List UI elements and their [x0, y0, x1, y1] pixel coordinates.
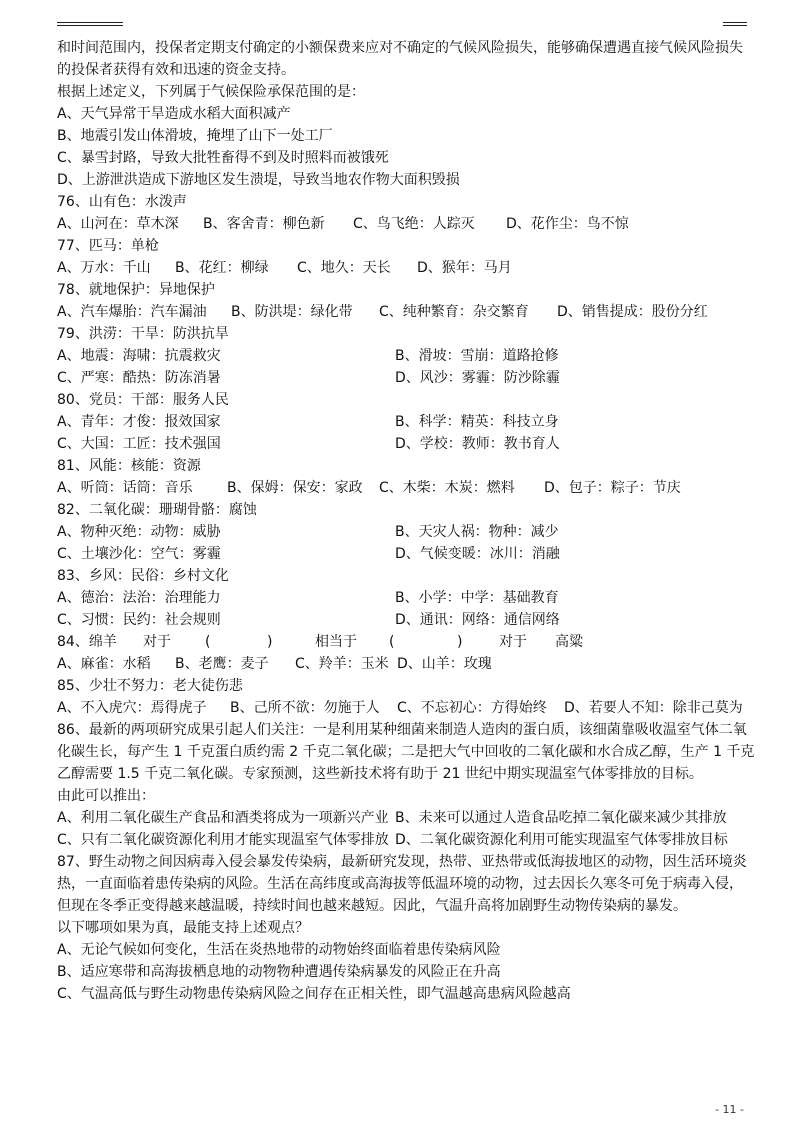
page-number: - 11 -: [715, 1103, 744, 1116]
option-b: B、适应寒带和高海拔栖息地的动物物种遭遇传染病暴发的风险正在升高: [57, 964, 501, 980]
document-body: [57, 37, 755, 1005]
stem-part: 对于: [499, 634, 527, 650]
option-d: D、猴年：马月: [417, 260, 512, 276]
question-84-stem: [57, 631, 750, 653]
question-81-options: [57, 477, 750, 499]
intro-line: 的投保者获得有效和迅速的资金支持。: [57, 62, 295, 78]
header-rule-left: [57, 22, 123, 26]
question-prompt: 根据上述定义，下列属于气候保险承保范围的是：: [57, 84, 365, 100]
stem-part: 相当于: [315, 634, 357, 650]
option-b: B、防洪堤：绿化带: [231, 304, 353, 320]
question-77-stem: 77、匹马：单枪: [57, 238, 159, 254]
question-83-stem: 83、乡风：民俗：乡村文化: [57, 568, 229, 584]
option-d: D、风沙：雾霾：防沙除霾: [395, 370, 560, 386]
option-a: A、地震：海啸：抗震救灾: [57, 348, 221, 364]
question-78-options: [57, 301, 750, 323]
question-86-line: 86、最新的两项研究成果引起人们关注：一是利用某种细菌来制造人造肉的蛋白质，该细菌靠吸收温室气体二氧: [57, 722, 747, 738]
question-82-options-row2: [57, 543, 750, 565]
question-83-options-row1: [57, 587, 750, 609]
option-c: C、气温高低与野生动物患传染病风险之间存在正相关性，即气温越高患病风险越高: [57, 986, 571, 1002]
blank-close: ): [267, 634, 273, 650]
option-a: A、无论气候如何变化，生活在炎热地带的动物始终面临着患传染病风险: [57, 942, 501, 958]
option-a: A、听筒：话筒：音乐: [57, 480, 193, 496]
blank-open: (: [389, 634, 395, 650]
option-a: A、德治：法治：治理能力: [57, 590, 221, 606]
question-82-options-row1: [57, 521, 750, 543]
option-a: A、天气异常干旱造成水稻大面积减产: [57, 106, 291, 122]
question-87-prompt: 以下哪项如果为真，最能支持上述观点？: [57, 920, 309, 936]
option-b: B、己所不欲：勿施于人: [230, 700, 380, 716]
question-80-options-row2: [57, 433, 750, 455]
option-a: A、万水：千山: [57, 260, 151, 276]
question-86-line: 化碳生长，每产生 1 千克蛋白质约需 2 千克二氧化碳；二是把大气中回收的二氧化碳和水合成乙醇，生产 1 千克: [57, 744, 755, 760]
question-85-options: [57, 697, 750, 719]
option-b: B、天灾人祸：物种：减少: [395, 524, 559, 540]
option-b: B、花红：柳绿: [175, 260, 269, 276]
question-84-options: [57, 653, 750, 675]
option-d: D、山羊：玫瑰: [397, 656, 492, 672]
option-a: A、山河在：草木深: [57, 216, 179, 232]
option-b: B、客舍青：柳色新: [203, 216, 325, 232]
option-b: B、未来可以通过人造食品吃掉二氧化碳来减少其排放: [395, 810, 727, 826]
question-79-options-row2: [57, 367, 750, 389]
question-82-stem: 82、二氧化碳：珊瑚骨骼：腐蚀: [57, 502, 257, 518]
option-c: C、羚羊：玉米: [295, 656, 389, 672]
question-87-line: 但现在冬季正变得越来越温暖，持续时间也越来越短。因此，气温升高将加剧野生动物传染病的暴发。: [57, 898, 687, 914]
question-85-stem: 85、少壮不努力：老大徒伤悲: [57, 678, 243, 694]
question-87-line: 热，一直面临着患传染病的风险。生活在高纬度或高海拔等低温环境的动物，过去因长久寒冬可免于病毒入侵，: [57, 876, 743, 892]
option-a: A、利用二氧化碳生产食品和酒类将成为一项新兴产业: [57, 810, 389, 826]
option-a: A、不入虎穴：焉得虎子: [57, 700, 207, 716]
question-81-stem: 81、风能：核能：资源: [57, 458, 201, 474]
option-b: B、老鹰：麦子: [175, 656, 269, 672]
option-d: D、气候变暖：冰川：消融: [395, 546, 560, 562]
question-79-options-row1: [57, 345, 750, 367]
option-a: A、麻雀：水稻: [57, 656, 151, 672]
question-83-options-row2: [57, 609, 750, 631]
option-c: C、鸟飞绝：人踪灭: [353, 216, 475, 232]
option-c: C、习惯：民约：社会规则: [57, 612, 221, 628]
stem-part: 高粱: [555, 634, 583, 650]
question-86-options-row1: [57, 807, 750, 829]
option-b: B、科学：精英：科技立身: [395, 414, 559, 430]
option-c: C、不忘初心：方得始终: [397, 700, 547, 716]
question-76-stem: 76、山有色：水泼声: [57, 194, 187, 210]
option-d: D、若要人不知：除非己莫为: [564, 700, 743, 716]
blank-close: ): [457, 634, 463, 650]
blank-open: (: [205, 634, 211, 650]
question-87-line: 87、野生动物之间因病毒入侵会暴发传染病，最新研究发现，热带、亚热带或低海拔地区的动物，因生活环境炎: [57, 854, 747, 870]
question-80-stem: 80、党员：干部：服务人民: [57, 392, 229, 408]
option-c: C、木柴：木炭：燃料: [379, 480, 515, 496]
stem-part: 84、绵羊: [57, 634, 117, 650]
option-d: D、包子：粽子：节庆: [544, 480, 681, 496]
option-d: D、销售提成：股份分红: [557, 304, 708, 320]
option-d: D、上游泄洪造成下游地区发生溃堤，导致当地农作物大面积毁损: [57, 172, 460, 188]
question-76-options: [57, 213, 750, 235]
option-c: C、土壤沙化：空气：雾霾: [57, 546, 221, 562]
option-b: B、小学：中学：基础教育: [395, 590, 559, 606]
option-c: C、地久：天长: [297, 260, 391, 276]
intro-line: 和时间范围内，投保者定期支付确定的小额保费来应对不确定的气候风险损失，能够确保遭遇直接气候风险损失: [57, 40, 743, 56]
question-80-options-row1: [57, 411, 750, 433]
question-78-stem: 78、就地保护：异地保护: [57, 282, 215, 298]
option-c: C、暴雪封路，导致大批牲畜得不到及时照料而被饿死: [57, 150, 389, 166]
option-b: B、保姆：保安：家政: [227, 480, 363, 496]
option-c: C、大国：工匠：技术强国: [57, 436, 221, 452]
option-c: C、纯种繁育：杂交繁育: [379, 304, 529, 320]
option-b: B、地震引发山体滑坡，掩埋了山下一处工厂: [57, 128, 333, 144]
option-c: C、严寒：酷热：防冻消暑: [57, 370, 221, 386]
option-d: D、花作尘：鸟不惊: [506, 216, 629, 232]
question-77-options: [57, 257, 750, 279]
option-c: C、只有二氧化碳资源化利用才能实现温室气体零排放: [57, 832, 389, 848]
option-a: A、汽车爆胎：汽车漏油: [57, 304, 207, 320]
option-d: D、学校：教师：教书育人: [395, 436, 560, 452]
option-a: A、青年：才俊：报效国家: [57, 414, 221, 430]
question-86-options-row2: [57, 829, 750, 851]
question-86-line: 乙醇需要 1.5 千克二氧化碳。专家预测，这些新技术将有助于 21 世纪中期实现温室气体零排放的目标。: [57, 766, 703, 782]
option-a: A、物种灭绝：动物：威胁: [57, 524, 221, 540]
stem-part: 对于: [143, 634, 171, 650]
option-d: D、二氧化碳资源化利用可能实现温室气体零排放目标: [395, 832, 728, 848]
question-86-prompt: 由此可以推出：: [57, 788, 155, 804]
option-b: B、滑坡：雪崩：道路抢修: [395, 348, 559, 364]
header-rule-right: [723, 22, 747, 26]
option-d: D、通讯：网络：通信网络: [395, 612, 560, 628]
question-79-stem: 79、洪涝：干旱：防洪抗旱: [57, 326, 229, 342]
